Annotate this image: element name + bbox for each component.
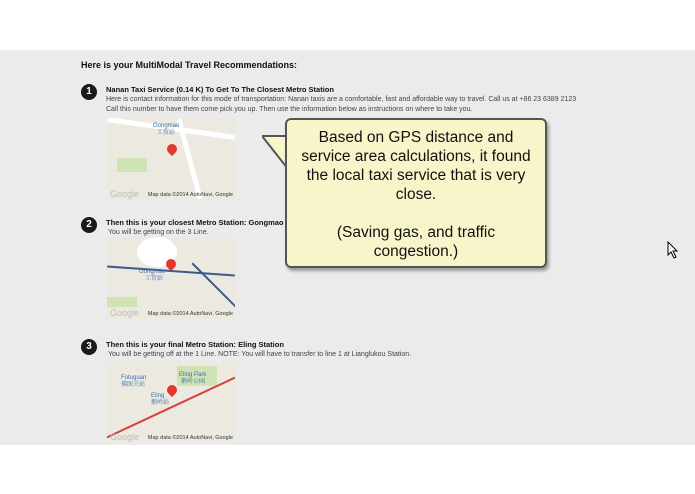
mouse-cursor-icon <box>667 241 679 259</box>
step-heading: Then this is your final Metro Station: Eling Station <box>106 340 284 349</box>
map-pin-icon <box>165 142 179 156</box>
map-gongmao[interactable]: Gongmao 工贸站 Google Map data ©2014 AutoNavi, Google <box>107 237 235 319</box>
google-logo: Google <box>110 432 140 442</box>
google-logo: Google <box>110 308 140 318</box>
step-heading: Then this is your closest Metro Station: Gongmao <box>106 218 284 227</box>
map-taxi[interactable]: Gongmao 工贸站 Google Map data ©2014 AutoNavi, Google <box>107 118 235 200</box>
page-title: Here is your MultiModal Travel Recommendations: <box>81 60 298 70</box>
map-credit: Map data ©2014 AutoNavi, Google <box>147 311 233 317</box>
step-number: 1 <box>81 84 97 100</box>
step-heading: Nanan Taxi Service (0.14 K) To Get To The Closest Metro Station <box>106 85 334 94</box>
map-credit: Map data ©2014 AutoNavi, Google <box>147 192 233 198</box>
callout-text: Based on GPS distance and service area calculations, it found the local taxi service that is very close. <box>301 129 531 203</box>
google-logo: Google <box>110 189 140 199</box>
step-description: You will be getting on the 3 Line. <box>108 229 209 236</box>
step-description: You will be getting off at the 1 Line. NOTE: You will have to transfer to line 1 at Lianglukou Station. <box>108 351 412 358</box>
map-eling[interactable]: Fotuguan 佛图关站 Eling Park 鹅岭公园 Eling 鹅岭站 Google Map data ©2014 AutoNavi, Google <box>107 361 235 443</box>
callout-text: (Saving gas, and traffic congestion.) <box>336 224 496 260</box>
step-description: Here is contact information for this mode of transportation: Nanan taxis are a comfortable, fast and affordable way to travel. Call us at +86 23 6389 2123 <box>106 96 577 103</box>
annotation-callout <box>285 118 547 268</box>
map-credit: Map data ©2014 AutoNavi, Google <box>147 435 233 441</box>
step-number: 2 <box>81 217 97 233</box>
step-description: Call this number to have them come pick you up. Then use the information below as instructions on where to take you. <box>106 106 473 113</box>
step-number: 3 <box>81 339 97 355</box>
